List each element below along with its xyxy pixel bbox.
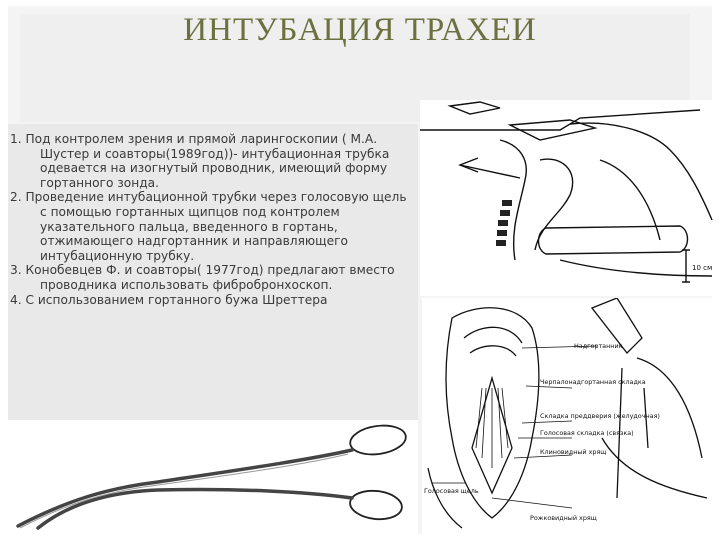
larynx-laryngoscopy-illustration xyxy=(422,298,714,534)
list-item: 3. Конобевцев Ф. и соавторы( 1977год) предлагают вместо проводника использовать фибробронхоскоп. xyxy=(10,263,395,292)
larynx-drawing xyxy=(422,298,714,534)
label-vocal-fold: Голосовая складка (связка) xyxy=(540,429,634,437)
slide-title: ИНТУБАЦИЯ ТРАХЕИ xyxy=(183,12,537,48)
label-epiglottis: Надгортанник xyxy=(574,342,623,350)
head-drawing xyxy=(420,100,714,296)
list-item: 1. Под контролем зрения и прямой ларингоскопии ( М.А. Шустер и соавторы(1989год))- интубационная трубка одевается на изогнутый проводник, имеющий форму гортанного зонда. xyxy=(10,132,390,190)
label-aryepiglottic-fold: Черпалонадгортанная складка xyxy=(540,378,646,386)
label-glottis: Голосовая щель xyxy=(424,487,479,495)
label-vestibular-fold: Складка преддверия (желудочная) xyxy=(540,412,660,420)
body-text-list xyxy=(10,132,414,307)
list-item: 4. С использованием гортанного бужа Шреттера xyxy=(10,292,328,307)
label-corniculate-cartilage: Рожковидный хрящ xyxy=(530,514,597,522)
list-item: 2. Проведение интубационной трубки через голосовую щель с помощью гортанных щипцов под контролем указательного пальца, введенного в гортань, отжимающего надгортанник и направляющего интубационную трубку. xyxy=(10,190,407,263)
head-intubation-illustration xyxy=(420,100,714,296)
label-cuneiform-cartilage: Клиновидный хрящ xyxy=(540,448,607,456)
forceps-drawing xyxy=(8,420,418,534)
scale-label: 10 см xyxy=(692,264,713,272)
laryngeal-forceps-illustration xyxy=(8,420,418,534)
